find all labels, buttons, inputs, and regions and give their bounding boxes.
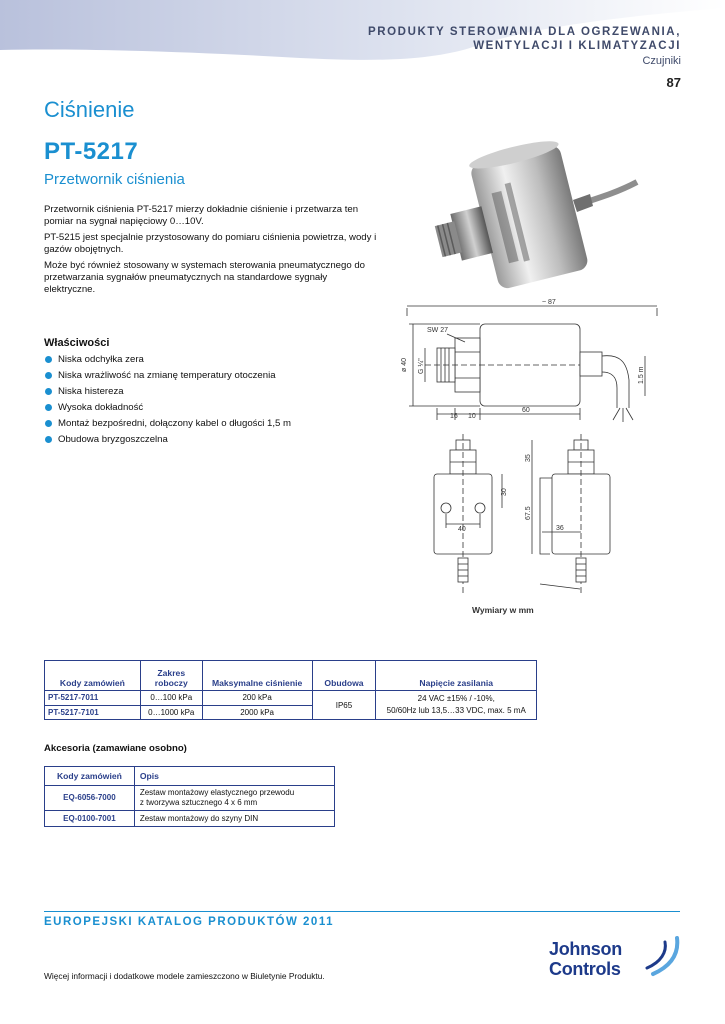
max-pressure: 200 kPa — [202, 691, 312, 706]
header-subcategory: Czujniki — [642, 55, 681, 67]
column-header — [140, 661, 202, 691]
dim-35-label: 35 — [525, 454, 532, 462]
bullet-icon — [45, 388, 52, 395]
features-title: Właściwości — [44, 337, 110, 349]
product-subtitle: Przetwornik ciśnienia — [44, 171, 185, 188]
order-code: PT-5217-7101 — [45, 705, 141, 720]
description-paragraph: Może być również stosowany w systemach sterowania pneumatycznego do przetwarzania sygnałów pneumatycznych na standardowe sygnały elektryczne. — [44, 260, 366, 295]
description-paragraph: Przetwornik ciśnienia PT-5217 mierzy dokładnie ciśnienie i przetwarza ten pomiar na sygnał napięciowy 0…10V. — [44, 204, 359, 227]
feature-item — [44, 385, 291, 401]
order-code: EQ-0100-7001 — [45, 811, 135, 827]
accessories-table — [44, 766, 335, 827]
dim-wrench-label: SW 27 — [427, 327, 449, 334]
footer-divider — [44, 911, 680, 912]
feature-item — [44, 353, 291, 369]
side-view-diagram — [395, 296, 670, 426]
supply-voltage-line: 24 VAC ±15% / -10%, — [417, 694, 495, 703]
order-code: EQ-6056-7000 — [45, 786, 135, 811]
column-header: Maksymalne ciśnienie — [202, 661, 312, 691]
column-header: Obudowa — [312, 661, 376, 691]
column-header-line: roboczy — [154, 678, 188, 688]
working-range: 0…1000 kPa — [140, 705, 202, 720]
dim-40-label: 40 — [458, 526, 466, 533]
table-row — [45, 691, 537, 706]
ordering-table — [44, 660, 537, 720]
footer-catalog-title: EUROPEJSKI KATALOG PRODUKTÓW 2011 — [44, 916, 334, 928]
dim-16-label: 16 — [450, 413, 458, 420]
column-header: Opis — [134, 767, 334, 786]
dim-length-label: ~ 87 — [542, 299, 556, 306]
dim-67-5-label: 67.5 — [525, 506, 532, 520]
logo-text: Johnson — [549, 939, 622, 959]
accessory-description — [134, 786, 334, 811]
table-row — [45, 786, 335, 811]
max-pressure: 2000 kPa — [202, 705, 312, 720]
dim-thread-label: G ¼" — [418, 358, 425, 374]
feature-text: Montaż bezpośredni, dołączony kabel o długości 1,5 m — [58, 418, 292, 429]
dim-diameter-label: ø 40 — [401, 357, 408, 372]
working-range: 0…100 kPa — [140, 691, 202, 706]
feature-text: Niska odchyłka zera — [58, 354, 144, 365]
footer-note: Więcej informacji i dodatkowe modele zamieszczono w Biuletynie Produktu. — [44, 971, 325, 981]
section-title: Ciśnienie — [44, 97, 135, 122]
column-header: Kody zamówień — [45, 661, 141, 691]
supply-voltage-line: 50/60Hz lub 13,5…33 VDC, max. 5 mA — [386, 706, 526, 715]
product-description — [44, 204, 379, 300]
accessory-description: Zestaw montażowy do szyny DIN — [134, 811, 334, 827]
feature-text: Niska histereza — [58, 386, 124, 397]
feature-text: Niska wrażliwość na zmianę temperatury otoczenia — [58, 370, 276, 381]
feature-item — [44, 369, 291, 385]
dim-30-label: 30 — [501, 488, 508, 496]
bullet-icon — [45, 404, 52, 411]
dim-cable-label: 1.5 m — [638, 366, 645, 384]
description-paragraph: PT-5215 jest specjalnie przystosowany do pomiaru ciśnienia powietrza, wody i gazów obojętnych. — [44, 232, 377, 255]
supply-voltage — [376, 691, 537, 720]
accessory-description-line: Zestaw montażowy elastycznego przewodu — [139, 788, 295, 797]
product-title: PT-5217 — [44, 138, 139, 165]
logo-text: Controls — [549, 959, 621, 979]
dim-10-label: 10 — [468, 413, 476, 420]
feature-item — [44, 401, 291, 417]
johnson-controls-logo — [545, 934, 685, 984]
column-header: Napięcie zasilania — [376, 661, 537, 691]
bullet-icon — [45, 356, 52, 363]
dimensions-caption: Wymiary w mm — [472, 605, 534, 615]
feature-item — [44, 433, 291, 449]
feature-item — [44, 417, 291, 433]
dim-60-label: 60 — [522, 407, 530, 414]
housing: IP65 — [312, 691, 376, 720]
header-category-line2: WENTYLACJI I KLIMATYZACJI — [473, 40, 681, 52]
accessory-description-line: z tworzywa sztucznego 4 x 6 mm — [139, 798, 258, 807]
table-header-row — [45, 767, 335, 786]
bullet-icon — [45, 436, 52, 443]
product-photo — [405, 136, 645, 301]
order-code: PT-5217-7011 — [45, 691, 141, 706]
features-list — [44, 353, 291, 449]
bullet-icon — [45, 372, 52, 379]
table-row — [45, 811, 335, 827]
column-header-line: Zakres — [157, 668, 186, 678]
dim-36-label: 36 — [556, 525, 564, 532]
feature-text: Wysoka dokładność — [58, 402, 144, 413]
column-header: Kody zamówień — [45, 767, 135, 786]
page-number: 87 — [666, 75, 681, 90]
accessories-title: Akcesoria (zamawiane osobno) — [44, 743, 187, 754]
feature-text: Obudowa bryzgoszczelna — [58, 434, 168, 445]
bullet-icon — [45, 420, 52, 427]
header-category-line1: PRODUKTY STEROWANIA DLA OGRZEWANIA, — [367, 26, 681, 38]
logo-swoosh-icon — [645, 936, 685, 980]
table-header-row — [45, 661, 537, 691]
front-and-side-view-diagram — [420, 434, 620, 604]
